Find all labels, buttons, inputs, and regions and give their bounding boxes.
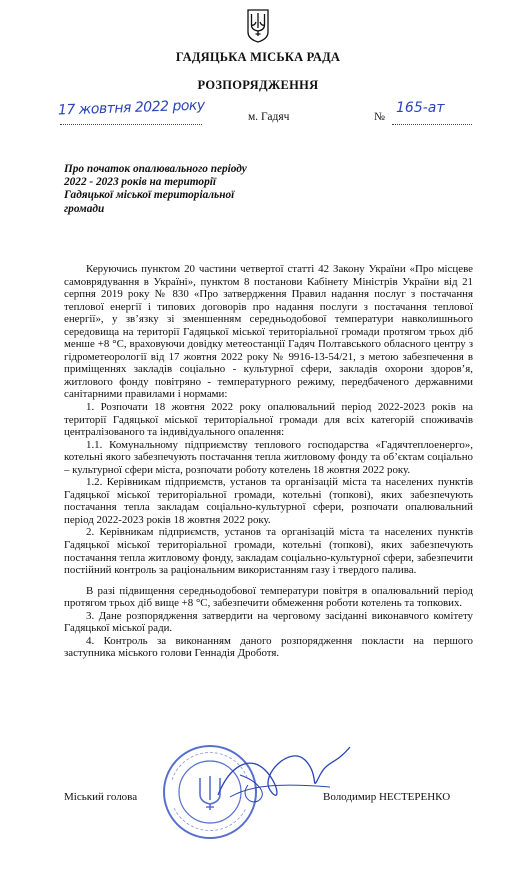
temperature-note: В разі підвищення середньодобової температури повітря в опалювальний період протягом трьох діб вище +8 °С, забезпечити обмеження роботи котелень та топкових.	[64, 584, 473, 610]
item-1-2: 1.2. Керівникам підприємств, установ та організацій міста та населених пунктів Гадяцької міської територіальної громади, котельні (топкові), яких забезпечують постачання тепла закладам соціально-культурної сфери, розпочати опалювальний період 2022-2023 років 18 жовтня 2022 року.	[64, 476, 473, 526]
handwritten-signature	[210, 735, 360, 815]
item-4: 4. Контроль за виконанням даного розпорядження покласти на першого заступника міського голови Геннадія Дроботя.	[64, 634, 473, 660]
item-3: 3. Дане розпорядження затвердити на черговому засіданні виконавчого комітету Гадяцької міської ради.	[64, 609, 473, 635]
handwritten-number: 165-ат	[396, 100, 445, 116]
item-1-1: 1.1. Комунальному підприємству теплового господарства «Гадячтеплоенерго», котельні якого забезпечують постачання тепла житловому фонду та об’єктам соціально – культурної сфери міста, розпочати роботу котелень 18 жовтня 2022 року.	[64, 438, 473, 476]
date-underline	[60, 124, 202, 125]
preamble-paragraph: Керуючись пунктом 20 частини четвертої статті 42 Закону України «Про місцеве самоврядування в Україні», пунктом 8 постанови Кабінету Міністрів України від 21 серпня 2019 року № 830 «Про затвердження Правил надання послуг з постачання теплової енергії і типових договорів про надання послуги з постачання теплової енергії», у зв’язку зі зменшенням середньодобової температури навколишнього середовища на території Гадяцької міської територіальної громади протягом трьох діб менше +8 °С, враховуючи довідку метеостанції Гадяч Полтавського обласного центру з гідрометеорології від 17 жовтня 2022 року № 9916-13-54/21, з метою забезпечення в приміщеннях закладів соціально - культурної сфери, закладів охорони здоров’я, житлового фонду повітряно - температурного режиму, передбаченого державними санітарними правилами і нормами:	[64, 263, 473, 401]
number-sign: №	[374, 111, 385, 123]
mayor-title: Міський голова	[64, 791, 138, 803]
item-2: 2. Керівникам підприємств, установ та організацій міста та населених пунктів Гадяцької міської територіальної громади, котельні (топкові), яких забезпечують постачання тепла житловому фонду, закладам соціально-культурної сфери, забезпечити постійний контроль за раціональним використанням газу і твердого палива.	[64, 526, 473, 577]
document-body	[64, 263, 473, 660]
number-underline	[392, 124, 472, 125]
city-label: м. Гадяч	[248, 111, 290, 123]
handwritten-date: 17 жовтня 2022 року	[57, 97, 205, 119]
document-subject: Про початок опалювального періоду 2022 - 2023 років на території Гадяцької міської територіальної громади	[64, 163, 247, 215]
mayor-name: Володимир НЕСТЕРЕНКО	[323, 791, 451, 803]
council-name: ГАДЯЦЬКА МІСЬКА РАДА	[175, 50, 341, 64]
trident-emblem-icon	[246, 8, 270, 44]
document-type: РОЗПОРЯДЖЕННЯ	[197, 78, 319, 92]
item-1: 1. Розпочати 18 жовтня 2022 року опалювальний період 2022-2023 років на території Гадяцької міської територіальної громади для всіх категорій споживачів централізованого та індивідуального опалення:	[64, 401, 473, 439]
